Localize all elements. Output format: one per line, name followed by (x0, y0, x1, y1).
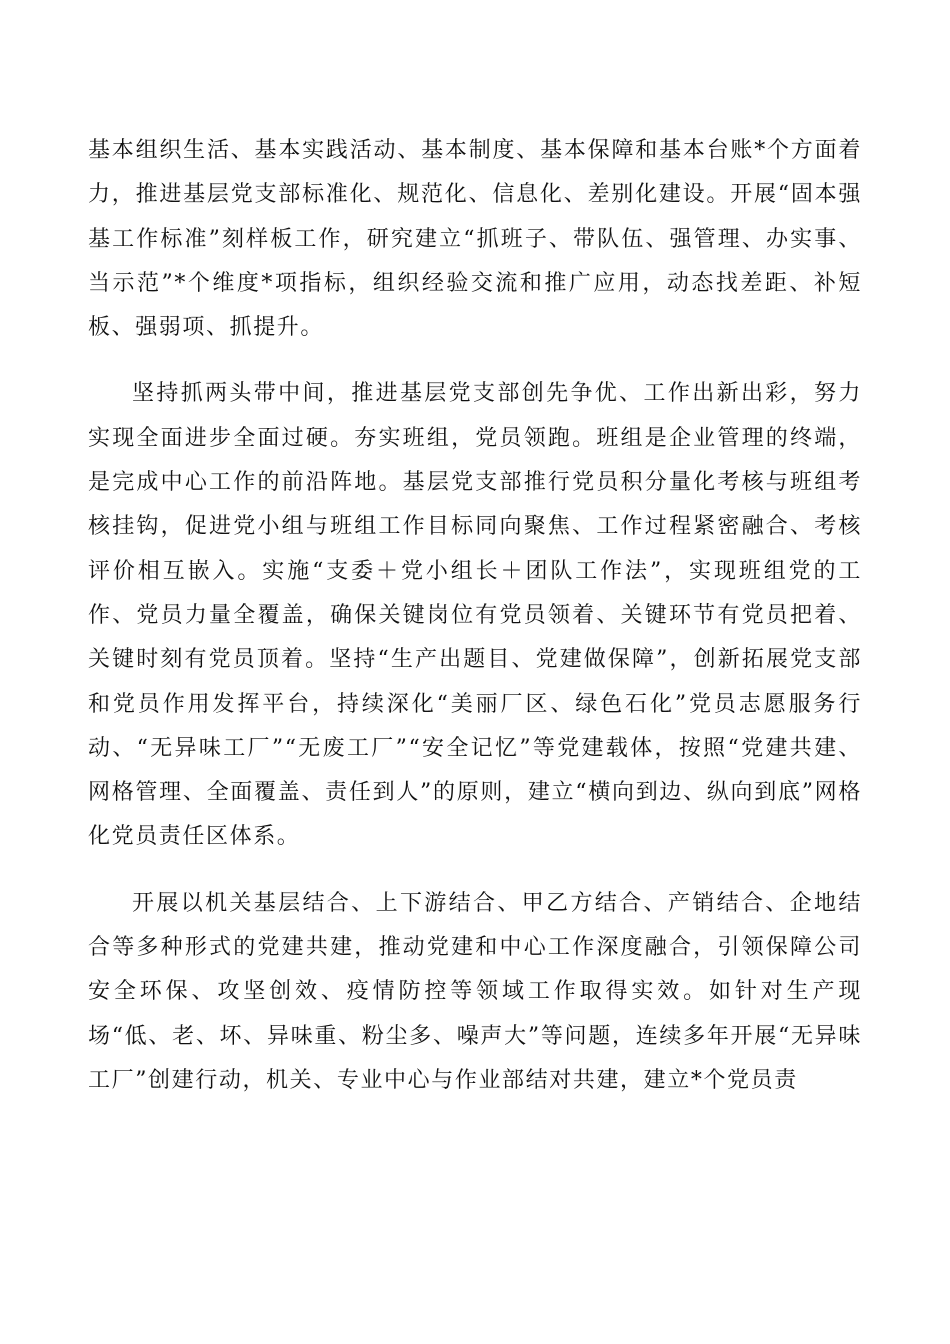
paragraph-2: 坚持抓两头带中间，推进基层党支部创先争优、工作出新出彩，努力实现全面进步全面过硬。夯实班组，党员领跑。班组是企业管理的终端，是完成中心工作的前沿阵地。基层党支部推行党员积分量化考核与班组考核挂钩，促进党小组与班组工作目标同向聚焦、工作过程紧密融合、考核评价相互嵌入。实施“支委＋党小组长＋团队工作法”，实现班组党的工作、党员力量全覆盖，确保关键岗位有党员领着、关键环节有党员把着、关键时刻有党员顶着。坚持“生产出题目、党建做保障”，创新拓展党支部和党员作用发挥平台，持续深化“美丽厂区、绿色石化”党员志愿服务行动、“无异味工厂”“无废工厂”“安全记忆”等党建载体，按照“党建共建、网格管理、全面覆盖、责任到人”的原则，建立“横向到边、纵向到底”网格化党员责任区体系。 (88, 381, 862, 850)
paragraph-1: 基本组织生活、基本实践活动、基本制度、基本保障和基本台账*个方面着力，推进基层党支部标准化、规范化、信息化、差别化建设。开展“固本强基工作标准”刻样板工作，研究建立“抓班子、带队伍、强管理、办实事、当示范”*个维度*项指标，组织经验交流和推广应用，动态找差距、补短板、强弱项、抓提升。 (88, 138, 862, 341)
document-body (88, 129, 862, 1125)
paragraph-3: 开展以机关基层结合、上下游结合、甲乙方结合、产销结合、企地结合等多种形式的党建共建，推动党建和中心工作深度融合，引领保障公司安全环保、攻坚创效、疫情防控等领域工作取得实效。如针对生产现场“低、老、坏、异味重、粉尘多、噪声大”等问题，连续多年开展“无异味工厂”创建行动，机关、专业中心与作业部结对共建，建立*个党员责 (88, 890, 862, 1093)
